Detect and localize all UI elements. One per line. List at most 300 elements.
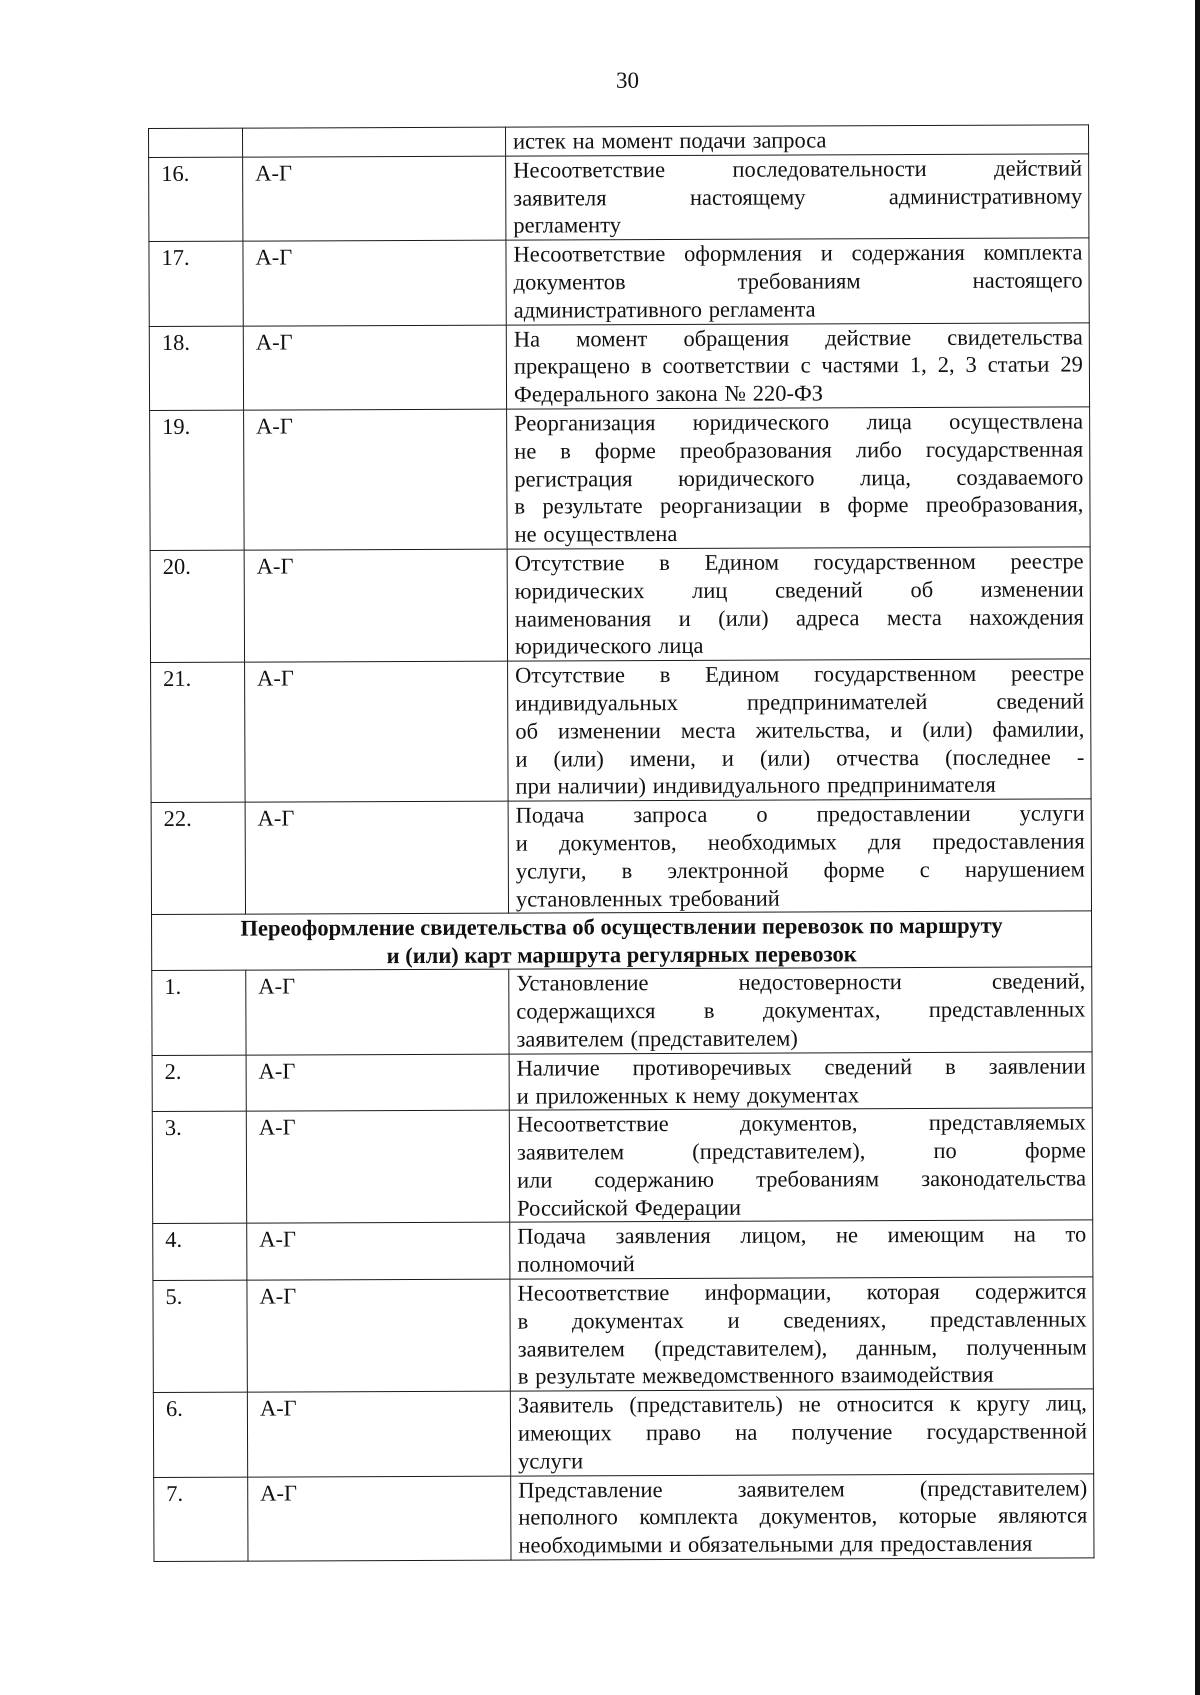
description-word: получение: [791, 1419, 893, 1445]
description-word: к: [675, 1082, 687, 1108]
description-word: Подача: [517, 1223, 586, 1250]
description-line: [517, 1052, 1086, 1082]
description-word: в: [819, 492, 831, 518]
description-word: (представителем): [630, 1025, 798, 1052]
description-word: требований: [669, 885, 780, 911]
description-line: [515, 715, 1084, 745]
description-word: являются: [998, 1502, 1088, 1529]
description-word: по: [933, 1137, 957, 1164]
description-word: №: [724, 380, 747, 406]
description-word: в: [703, 997, 715, 1023]
description-word: момент: [576, 325, 648, 351]
description-line: [517, 1249, 1086, 1279]
row-description: [506, 322, 1089, 409]
description-word: услуги,: [515, 858, 587, 884]
description-word: недостоверности: [738, 969, 902, 996]
description-word: создаваемого: [956, 463, 1084, 490]
description-word: в: [945, 1053, 956, 1079]
description-word: не: [514, 438, 537, 464]
description-line: [516, 800, 1085, 830]
description-word: Несоответствие: [517, 1280, 670, 1306]
description-word: юридического: [514, 633, 652, 659]
section-heading-line: и (или) карт маршрута регулярных перевозок: [386, 941, 857, 968]
description-word: заявителя: [513, 184, 607, 211]
description-word: сведений: [996, 688, 1085, 714]
description-word: нахождения: [969, 603, 1084, 630]
description-word: данным,: [856, 1334, 938, 1360]
description-word: заявителем: [517, 1335, 625, 1362]
description-line: [516, 855, 1085, 885]
description-word: лиц,: [1045, 1390, 1087, 1416]
description-word: заявления: [615, 1223, 711, 1249]
description-word: запроса: [752, 127, 827, 153]
row-number: 5.: [153, 1280, 247, 1393]
description-word: комплекта: [983, 239, 1083, 265]
description-word: Несоответствие: [516, 1111, 669, 1137]
description-line: [517, 1164, 1086, 1194]
description-word: Едином: [704, 549, 780, 575]
description-word: сведениях,: [783, 1307, 887, 1333]
description-word: установленных: [515, 885, 663, 912]
description-word: не: [514, 521, 537, 547]
description-line: [516, 968, 1085, 998]
description-word: к: [949, 1391, 961, 1417]
row-number: 1.: [152, 970, 246, 1055]
description-line: [517, 1277, 1086, 1307]
description-word: Федерального: [513, 381, 650, 407]
description-line: [515, 603, 1084, 633]
description-word: об: [910, 576, 934, 602]
description-word: настоящему: [689, 184, 806, 210]
description-line: [514, 323, 1083, 353]
description-line: [517, 1192, 1086, 1222]
description-word: запроса: [633, 801, 708, 828]
scan-edge: [1195, 0, 1200, 1695]
rows-before: [149, 125, 1092, 915]
description-word: имени,: [629, 745, 696, 771]
description-word: имеющим: [887, 1222, 985, 1248]
description-word: настоящего: [972, 267, 1083, 293]
row-category: А-Г: [247, 1279, 510, 1392]
description-line: [517, 1221, 1086, 1251]
table-row: [152, 1052, 1092, 1112]
section-heading: [152, 911, 1092, 971]
row-category: А-Г: [244, 409, 508, 550]
description-word: документах: [747, 1081, 860, 1108]
row-category: А-Г: [243, 240, 506, 325]
description-word: отчества: [836, 744, 920, 770]
description-word: (представитель): [629, 1391, 783, 1418]
description-word: Федерации: [634, 1194, 742, 1220]
description-word: места: [886, 604, 942, 630]
description-word: Российской: [517, 1194, 629, 1221]
description-word: Подача: [515, 802, 585, 828]
description-word: полномочий: [517, 1251, 635, 1277]
rows-after: [152, 967, 1094, 1561]
description-word: Заявитель: [517, 1392, 614, 1418]
table-row: [153, 1220, 1093, 1280]
row-description: [507, 407, 1091, 549]
description-word: 1,: [909, 352, 927, 378]
row-category: А-Г: [247, 1223, 510, 1281]
description-word: не: [798, 1391, 821, 1417]
description-word: заявлении: [988, 1053, 1086, 1079]
description-line: [516, 883, 1085, 913]
row-category: А-Г: [246, 1054, 509, 1112]
description-word: наименования: [514, 605, 652, 632]
row-category: А-Г: [245, 801, 508, 914]
description-line: [515, 743, 1084, 773]
description-word: форме: [823, 856, 885, 883]
description-word: о: [756, 801, 768, 827]
description-line: [518, 1333, 1087, 1363]
description-word: предпринимателя: [826, 772, 996, 798]
description-word: 220-ФЗ: [752, 380, 824, 406]
description-word: последовательности: [732, 155, 927, 182]
description-word: предоставления: [880, 1530, 1033, 1557]
description-line: [513, 182, 1082, 212]
description-line: [515, 687, 1084, 717]
description-word: и: [678, 605, 691, 631]
description-word: На: [513, 326, 541, 352]
description-word: то: [1065, 1221, 1087, 1247]
description-word: неполного: [518, 1504, 618, 1531]
description-word: услуги: [1019, 800, 1085, 826]
description-word: Установление: [516, 970, 649, 996]
description-word: и: [890, 716, 903, 742]
description-word: содержащихся: [516, 998, 656, 1024]
description-word: право: [645, 1419, 702, 1446]
description-line: [514, 463, 1083, 493]
description-word: предпринимателей: [746, 688, 928, 715]
description-word: адреса: [795, 604, 860, 631]
description-word: при: [515, 773, 551, 799]
description-word: реестре: [1010, 548, 1084, 574]
row-number: 22.: [151, 802, 245, 915]
description-word: предоставления: [932, 828, 1085, 854]
description-word: в: [659, 662, 671, 688]
description-word: заявителем: [516, 1139, 625, 1165]
description-word: законодательства: [921, 1165, 1087, 1191]
description-word: об: [515, 718, 539, 744]
row-number: 17.: [149, 241, 243, 326]
description-word: юридических: [514, 577, 645, 604]
description-word: индивидуального: [652, 772, 821, 799]
description-word: административного: [513, 296, 703, 323]
description-word: представленных: [930, 1306, 1087, 1332]
table-row: [152, 967, 1092, 1055]
description-word: государственная: [925, 436, 1084, 462]
description-line: [513, 239, 1082, 269]
row-description: [506, 238, 1089, 325]
grounds-table: [148, 124, 1094, 1562]
description-word: документов,: [739, 1110, 858, 1137]
description-line: [515, 771, 1084, 801]
description-word: приложенных: [535, 1082, 669, 1109]
table-row: [153, 1389, 1093, 1477]
description-word: в: [517, 1364, 529, 1390]
description-word: (или): [553, 745, 604, 771]
table-row: [151, 799, 1091, 915]
description-word: документов,: [559, 829, 677, 856]
description-word: обращения: [683, 325, 790, 351]
description-word: 3: [965, 352, 977, 378]
description-line: [517, 1109, 1086, 1139]
description-word: необходимых: [707, 829, 837, 855]
description-word: Едином: [704, 661, 780, 688]
description-word: заявителем: [737, 1475, 845, 1502]
row-category: А-Г: [245, 661, 509, 802]
description-word: и: [515, 830, 528, 856]
description-word: либо: [855, 436, 902, 463]
description-word: электронной: [667, 857, 789, 883]
description-word: необходимыми: [518, 1532, 663, 1558]
description-line: [515, 519, 1084, 549]
description-word: услуги: [518, 1448, 584, 1474]
table-row: [149, 238, 1089, 326]
description-word: Отсутствие: [515, 662, 626, 688]
description-word: индивидуальных: [515, 689, 678, 716]
table-row: [153, 1277, 1093, 1393]
description-word: действие: [825, 324, 912, 350]
description-word: регистрация: [514, 465, 633, 492]
description-word: для: [840, 1531, 874, 1557]
description-word: и: [669, 1532, 682, 1558]
row-description: [509, 1052, 1092, 1111]
description-line: [518, 1474, 1087, 1504]
description-word: административному: [888, 183, 1083, 209]
row-description: [510, 1220, 1093, 1279]
description-word: (представителем): [919, 1475, 1088, 1501]
description-line: [514, 351, 1083, 381]
description-word: 2,: [937, 352, 955, 378]
description-line: [518, 1417, 1087, 1447]
description-word: реорганизации: [659, 492, 803, 519]
description-word: 29: [1060, 351, 1083, 377]
description-word: преобразования: [679, 437, 832, 463]
section-heading-row: [152, 911, 1092, 971]
description-word: на: [1013, 1222, 1036, 1248]
description-word: (или): [759, 744, 811, 771]
description-word: в: [621, 857, 633, 883]
description-word: сведений: [824, 1053, 913, 1080]
description-word: государственном: [813, 548, 976, 575]
description-word: статьи: [987, 351, 1050, 378]
description-word: и: [516, 1083, 529, 1109]
description-word: обязательными: [687, 1531, 834, 1558]
description-word: реестре: [1010, 660, 1085, 686]
row-description: [511, 1474, 1094, 1561]
description-word: в: [560, 438, 571, 464]
description-word: полученным: [966, 1334, 1087, 1360]
description-line: [513, 210, 1082, 240]
description-word: Несоответствие: [513, 156, 666, 183]
description-word: регламенту: [513, 212, 622, 238]
row-category: [243, 127, 506, 157]
description-word: подачи: [679, 127, 746, 153]
description-line: [515, 547, 1084, 577]
description-word: (или): [718, 605, 769, 631]
description-word: форме: [594, 437, 656, 464]
description-line: [518, 1361, 1087, 1391]
row-category: А-Г: [248, 1476, 511, 1561]
description-word: Отсутствие: [514, 550, 625, 576]
row-description: [505, 125, 1088, 156]
table-row: [150, 407, 1091, 551]
description-word: которые: [898, 1503, 977, 1529]
description-word: Наличие: [516, 1054, 600, 1081]
description-word: оформления: [684, 240, 803, 267]
row-category: А-Г: [243, 325, 506, 410]
description-word: с: [800, 352, 811, 378]
description-line: [516, 1023, 1085, 1053]
description-line: [514, 407, 1083, 437]
table-row: [152, 1108, 1092, 1224]
description-word: которая: [866, 1279, 940, 1305]
description-word: свидетельства: [947, 323, 1083, 350]
description-word: заявителем: [516, 1026, 624, 1052]
row-number: 4.: [153, 1224, 247, 1281]
description-word: или: [516, 1167, 553, 1193]
description-word: (представителем),: [654, 1335, 828, 1361]
row-number: 6.: [153, 1392, 247, 1477]
description-word: лиц: [692, 577, 728, 603]
description-word: имеющих: [517, 1420, 612, 1446]
description-word: содержания: [851, 240, 965, 266]
description-word: (представителем),: [692, 1138, 866, 1165]
description-word: осуществлена: [543, 521, 678, 547]
row-number: 18.: [149, 326, 243, 411]
description-word: нарушением: [964, 856, 1085, 882]
description-word: представляемых: [928, 1109, 1086, 1136]
description-word: места: [680, 717, 736, 743]
description-line: [518, 1390, 1087, 1420]
description-word: результате: [535, 1363, 636, 1389]
description-word: закона: [655, 380, 718, 407]
description-word: с: [919, 856, 930, 882]
description-word: лица: [866, 409, 912, 435]
row-category: А-Г: [243, 156, 506, 241]
description-word: Представление: [518, 1476, 663, 1503]
description-word: межведомственного: [642, 1362, 835, 1389]
description-line: [518, 1445, 1087, 1475]
description-word: результате: [542, 493, 643, 519]
description-word: преобразования,: [925, 491, 1084, 518]
description-word: документах: [571, 1307, 684, 1334]
table-row: [154, 1474, 1094, 1562]
row-description: [508, 659, 1092, 801]
row-number: 16.: [149, 157, 243, 242]
description-word: регламента: [708, 296, 816, 322]
row-description: [508, 799, 1091, 913]
description-word: частями: [821, 352, 900, 378]
description-line: [518, 1502, 1087, 1532]
description-line: [514, 491, 1083, 521]
description-word: Реорганизация: [514, 410, 656, 436]
description-word: действий: [994, 155, 1083, 181]
description-word: сведений,: [991, 968, 1086, 995]
page-number: 30: [616, 68, 639, 93]
description-word: и: [820, 240, 833, 266]
description-word: и: [515, 746, 528, 772]
description-word: государственном: [814, 660, 977, 687]
description-line: [514, 294, 1083, 324]
row-category: А-Г: [246, 969, 509, 1054]
description-word: изменении: [980, 576, 1084, 602]
description-word: изменении: [557, 717, 662, 744]
description-word: взаимодействия: [840, 1362, 994, 1388]
description-word: лица,: [859, 464, 912, 490]
row-number: 3.: [152, 1111, 246, 1224]
description-word: содержанию: [594, 1166, 715, 1193]
description-word: и: [727, 1307, 740, 1333]
description-word: момент: [601, 127, 673, 154]
description-line: [514, 435, 1083, 465]
description-word: документах,: [762, 997, 881, 1023]
row-description: [510, 1277, 1093, 1391]
description-word: противоречивых: [632, 1054, 792, 1080]
description-word: в: [640, 353, 652, 379]
description-word: юридического: [692, 409, 830, 435]
description-word: осуществлена: [949, 408, 1084, 434]
description-word: соответствии: [662, 352, 790, 379]
description-word: в: [514, 493, 526, 519]
description-word: на: [572, 128, 595, 154]
row-number: [149, 128, 243, 157]
description-line: [517, 1137, 1086, 1167]
description-word: сведений: [774, 577, 863, 603]
description-line: [515, 575, 1084, 605]
description-word: -: [1076, 743, 1085, 769]
description-word: требованиям: [737, 268, 861, 294]
description-word: истек: [513, 128, 566, 154]
description-word: фамилии,: [992, 716, 1085, 742]
row-category: А-Г: [247, 1391, 510, 1476]
table-row: [149, 125, 1089, 157]
description-line: [515, 631, 1084, 661]
description-word: жительства,: [755, 716, 871, 743]
row-category: А-Г: [244, 549, 507, 662]
row-number: 19.: [150, 410, 245, 550]
description-line: [517, 1080, 1086, 1110]
description-line: [518, 1530, 1087, 1560]
table-row: [151, 659, 1092, 803]
description-word: юридического: [678, 465, 815, 491]
description-word: предоставлении: [816, 800, 971, 827]
row-description: [510, 1389, 1093, 1476]
description-line: [513, 154, 1082, 184]
row-description: [509, 1108, 1092, 1222]
description-word: относится: [836, 1391, 934, 1417]
description-word: (или): [922, 716, 973, 742]
description-word: в: [517, 1308, 529, 1334]
table-row: [150, 547, 1090, 663]
description-word: не: [835, 1222, 859, 1248]
table-row: [149, 322, 1089, 410]
row-description: [507, 547, 1090, 661]
description-word: для: [868, 829, 902, 855]
description-word: кругу: [976, 1390, 1031, 1417]
row-number: 7.: [154, 1477, 248, 1562]
description-word: на: [735, 1419, 758, 1445]
description-word: требованиям: [756, 1166, 880, 1192]
description-line: [513, 125, 1082, 155]
description-line: [518, 1305, 1087, 1335]
description-word: прекращено: [513, 353, 631, 379]
description-line: [515, 660, 1084, 690]
grounds-table-container: [148, 124, 1093, 1562]
row-number: 20.: [150, 550, 244, 663]
